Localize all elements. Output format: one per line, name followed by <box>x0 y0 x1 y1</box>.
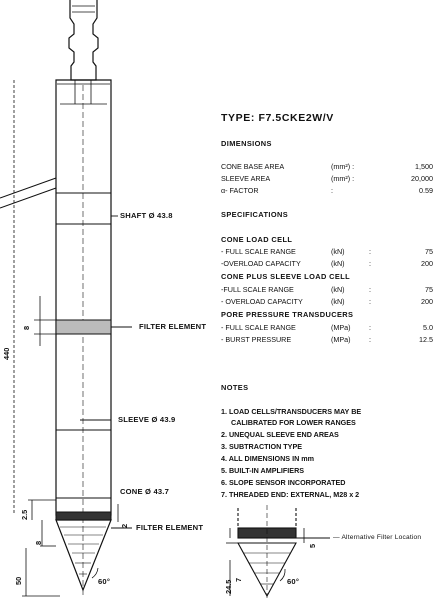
dim-row: α- FACTOR : 0.59 <box>221 186 433 195</box>
cone-label: CONE Ø 43.7 <box>120 487 170 496</box>
filter-band-1 <box>56 320 111 334</box>
dim-5-label: 5 <box>308 543 317 548</box>
spec-row: - FULL SCALE RANGE (MPa) : 5.0 <box>221 323 433 332</box>
note-line: 1. LOAD CELLS/TRANSDUCERS MAY BE <box>221 407 362 416</box>
dim-60b-label: 60° <box>287 577 300 586</box>
dim-245-label: 24.5 <box>224 579 233 594</box>
sleeve-label: SLEEVE Ø 43.9 <box>118 415 176 424</box>
note-line: 2. UNEQUAL SLEEVE END AREAS <box>221 430 339 439</box>
spec-row: -OVERLOAD CAPACITY (kN) : 200 <box>221 259 433 268</box>
dim-8b-label: 8 <box>34 540 43 545</box>
type-title: TYPE: F7.5CKE2W/V <box>221 112 334 124</box>
note-line: 3. SUBTRACTION TYPE <box>221 442 303 451</box>
dim-8-label: 8 <box>22 325 31 330</box>
spec-row: - OVERLOAD CAPACITY (kN) : 200 <box>221 297 433 306</box>
dim-row: SLEEVE AREA (mm²) : 20,000 <box>221 174 433 183</box>
alt-filter-label: — Alternative Filter Location <box>333 534 422 541</box>
filter-element-label-2: FILTER ELEMENT <box>136 523 204 532</box>
spec-row: - BURST PRESSURE (MPa) : 12.5 <box>221 335 433 344</box>
filter-band-2 <box>56 512 111 520</box>
shaft-label: SHAFT Ø 43.8 <box>120 211 173 220</box>
dim-7-label: 7 <box>234 577 243 582</box>
pore-pressure-heading: PORE PRESSURE TRANSDUCERS <box>221 310 354 319</box>
spec-row: - FULL SCALE RANGE (kN) : 75 <box>221 247 433 256</box>
filter-element-label-1: FILTER ELEMENT <box>139 322 207 331</box>
note-line: 5. BUILT-IN AMPLIFIERS <box>221 466 305 475</box>
dimensions-heading: DIMENSIONS <box>221 139 272 148</box>
dim-60-label: 60° <box>98 577 111 586</box>
cone-sleeve-heading: CONE PLUS SLEEVE LOAD CELL <box>221 272 351 281</box>
note-line: 6. SLOPE SENSOR INCORPORATED <box>221 478 346 487</box>
dim-50-label: 50 <box>14 576 23 585</box>
note-line: 4. ALL DIMENSIONS IN mm <box>221 454 315 463</box>
dim-2-label: 2 <box>120 523 129 528</box>
dim-440-label: 440 <box>2 347 11 360</box>
probe-body <box>56 80 111 515</box>
note-line: 7. THREADED END: EXTERNAL, M28 x 2 <box>221 490 360 499</box>
spec-row: -FULL SCALE RANGE (kN) : 75 <box>221 285 433 294</box>
notes-heading: NOTES <box>221 383 249 392</box>
note-line: CALIBRATED FOR LOWER RANGES <box>231 418 356 427</box>
dim-25-label: 2.5 <box>20 509 29 520</box>
specifications-heading: SPECIFICATIONS <box>221 210 289 219</box>
cone-load-cell-heading: CONE LOAD CELL <box>221 235 293 244</box>
dim-row: CONE BASE AREA (mm²) : 1,500 <box>221 162 433 171</box>
